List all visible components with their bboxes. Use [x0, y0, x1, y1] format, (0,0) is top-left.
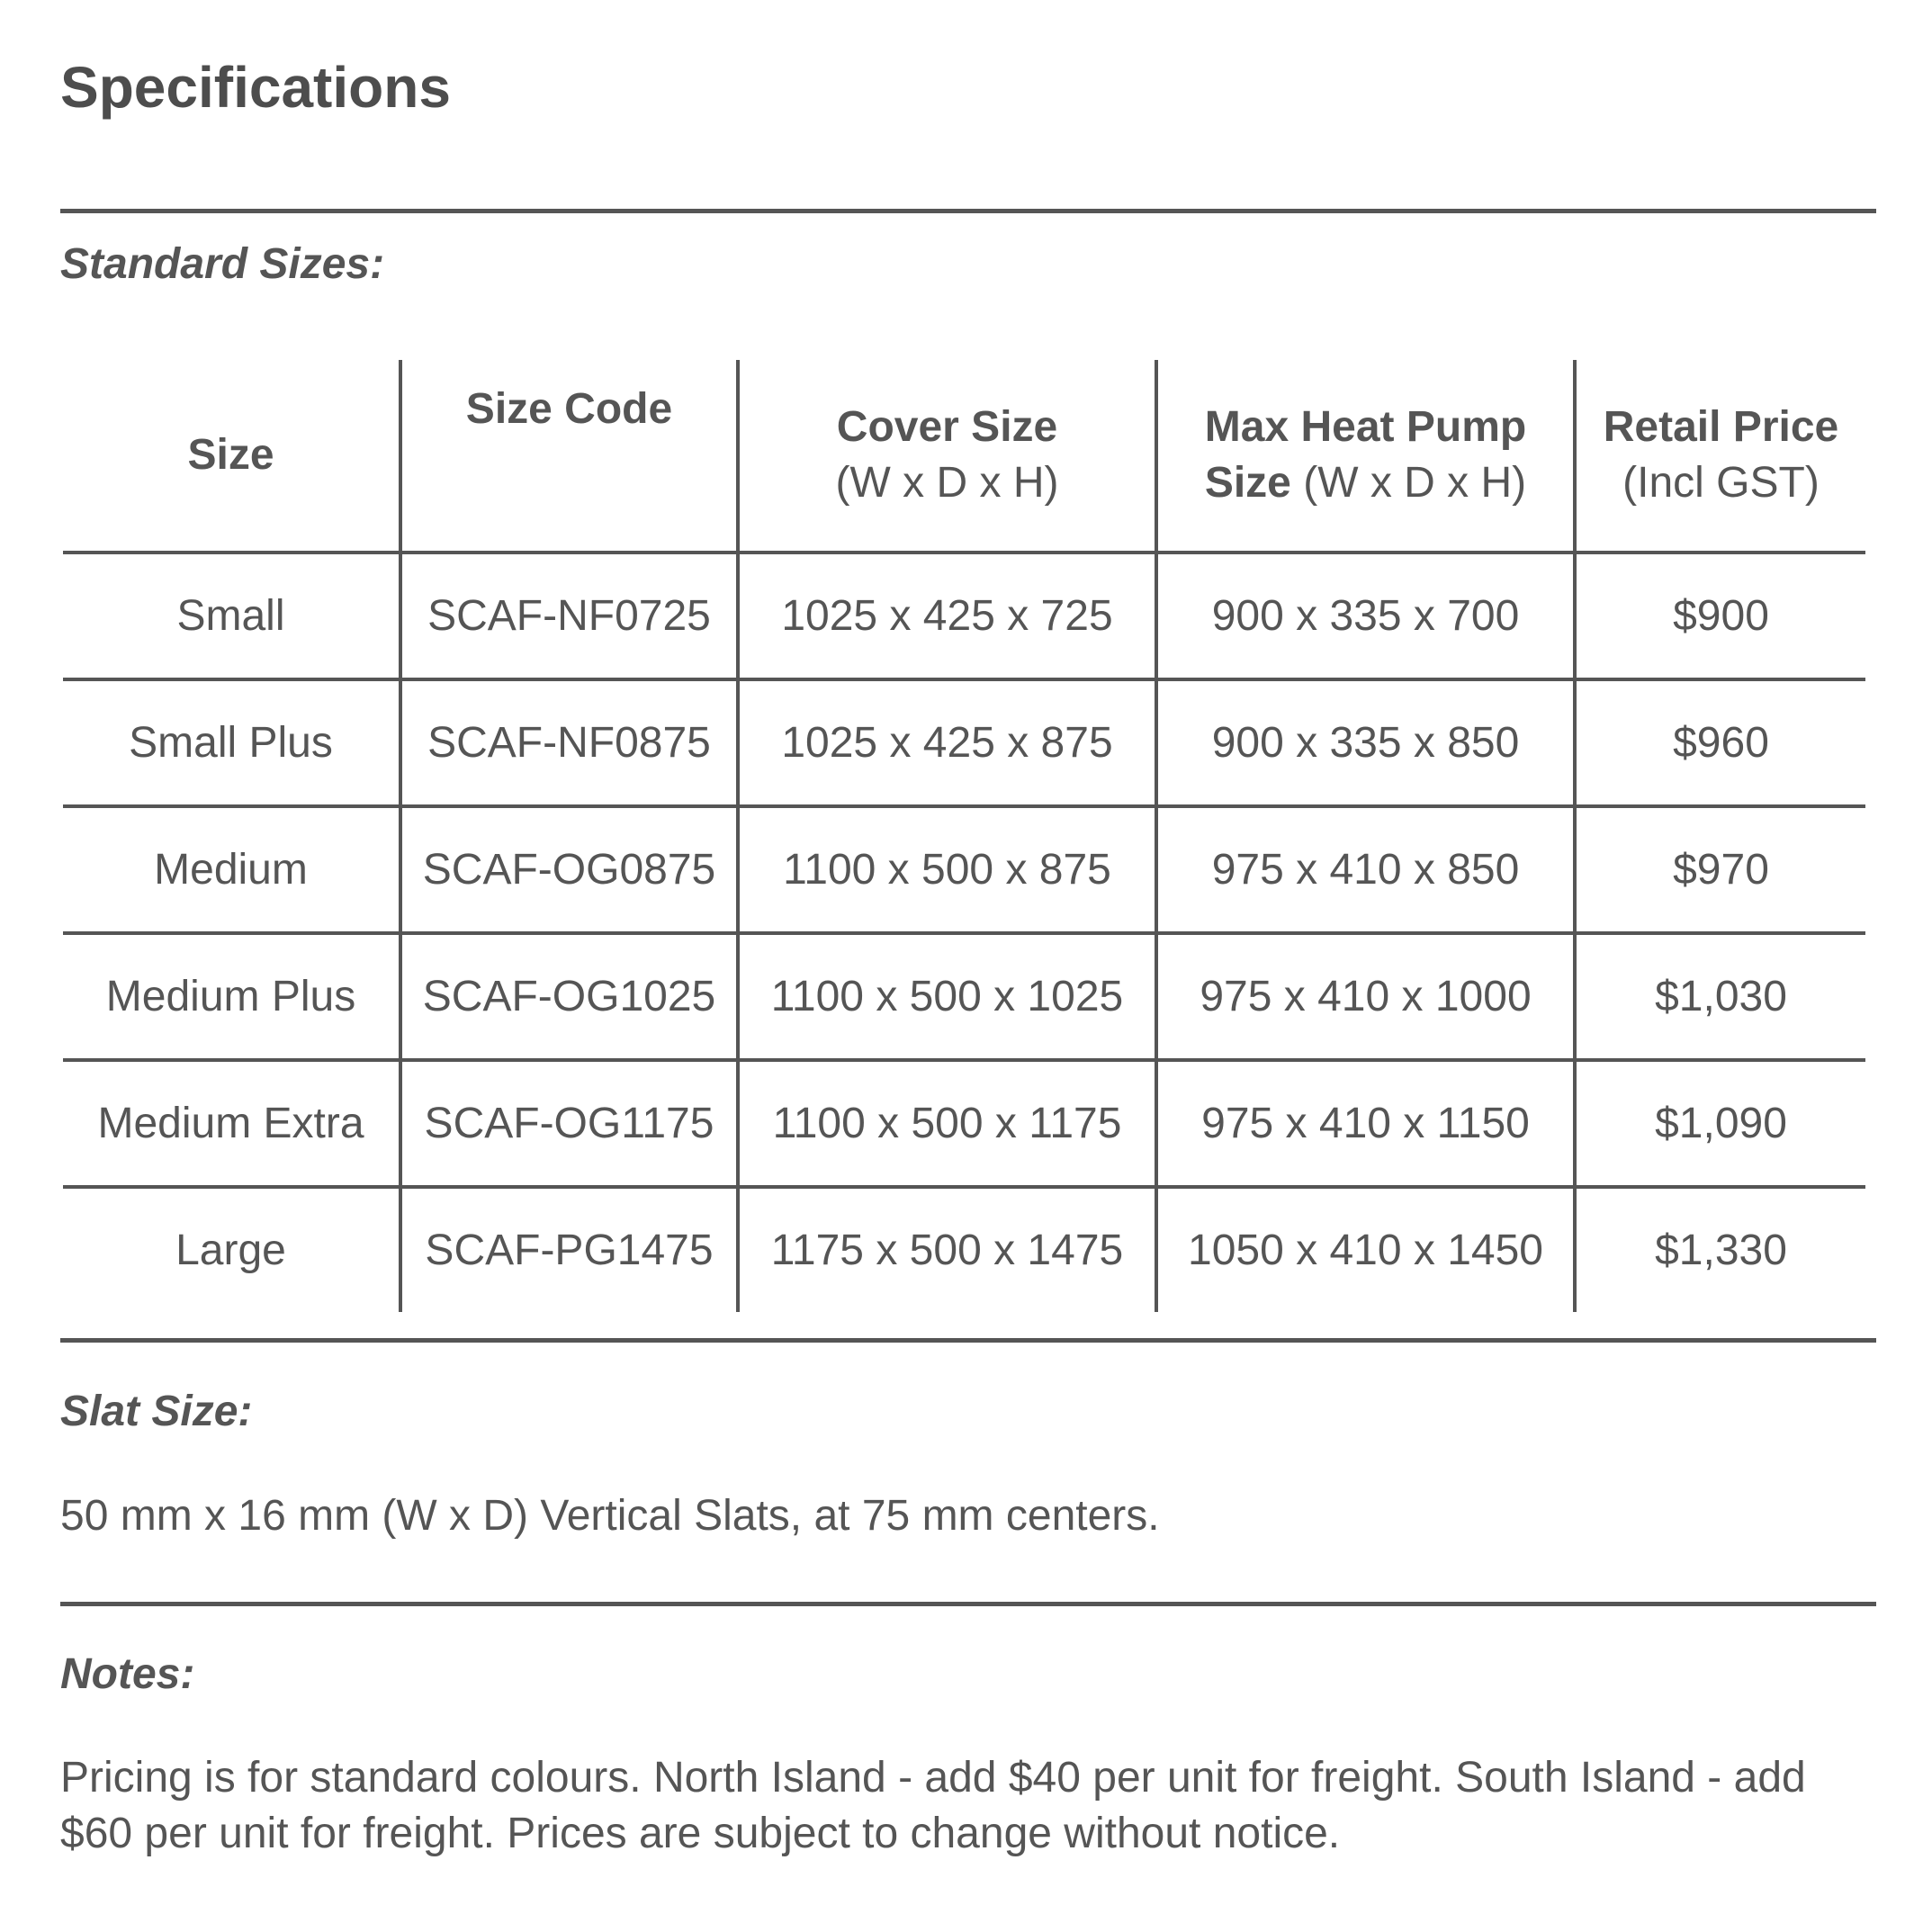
notes-text: Pricing is for standard colours. North Island - add $40 per unit for freight. South Island - add $60 per unit for freight. Prices are subject to change without notice.	[60, 1754, 1806, 1858]
cell-retail-price: $1,090	[1575, 1060, 1865, 1187]
cell-cover-size: 1025 x 425 x 875	[738, 679, 1156, 806]
standard-sizes-table	[63, 360, 1865, 1312]
cell-size: Small	[63, 553, 400, 679]
column-header-size-code: Size Code	[400, 360, 738, 553]
cell-size-code: SCAF-OG1175	[400, 1060, 738, 1187]
table-row	[63, 679, 1865, 806]
column-header-size: Size	[63, 360, 400, 553]
page-title: Specifications	[60, 55, 451, 120]
cell-max-heat-pump-size: 975 x 410 x 1000	[1156, 933, 1575, 1060]
table-header-row	[63, 360, 1865, 553]
cell-size-code: SCAF-NF0725	[400, 553, 738, 679]
cell-size: Large	[175, 1227, 286, 1274]
table-row	[63, 806, 1865, 933]
cell-size: Medium Plus	[63, 933, 400, 1060]
cell-size: Small Plus	[63, 679, 400, 806]
divider-top	[60, 209, 1876, 213]
cell-size: Medium	[63, 806, 400, 933]
divider-after-table	[60, 1338, 1876, 1343]
cell-size: Medium Extra	[63, 1060, 400, 1187]
cell-max-heat-pump-size: 975 x 410 x 1150	[1156, 1060, 1575, 1187]
table-row	[63, 1060, 1865, 1187]
cell-cover-size: 1175 x 500 x 1475	[738, 1187, 1156, 1312]
cell-cover-size: 1025 x 425 x 725	[738, 553, 1156, 679]
cell-retail-price: $1,330	[1575, 1187, 1865, 1312]
column-header-retail-price: Retail Price (Incl GST)	[1575, 360, 1865, 553]
cell-retail-price: $1,030	[1575, 933, 1865, 1060]
slat-size-label: Slat Size:	[60, 1388, 253, 1435]
cell-max-heat-pump-size: 975 x 410 x 850	[1156, 806, 1575, 933]
cell-cover-size: 1100 x 500 x 875	[738, 806, 1156, 933]
cell-retail-price: $900	[1575, 553, 1865, 679]
cell-retail-price: $960	[1575, 679, 1865, 806]
cell-max-heat-pump-size: 900 x 335 x 700	[1156, 553, 1575, 679]
cell-size-code: SCAF-OG0875	[400, 806, 738, 933]
cell-retail-price: $970	[1575, 806, 1865, 933]
notes-label: Notes:	[60, 1650, 195, 1698]
table-row	[63, 1187, 1865, 1312]
table-row	[63, 933, 1865, 1060]
cell-size-code: SCAF-NF0875	[400, 679, 738, 806]
cell-max-heat-pump-size: 1050 x 410 x 1450	[1156, 1187, 1575, 1312]
cell-cover-size: 1100 x 500 x 1025	[738, 933, 1156, 1060]
column-header-cover-size: Cover Size (W x D x H)	[738, 360, 1156, 553]
cell-size-code: SCAF-PG1475	[400, 1187, 738, 1312]
column-header-max-heat-pump-size: Max Heat Pump Size (W x D x H)	[1156, 360, 1575, 553]
slat-size-text: 50 mm x 16 mm (W x D) Vertical Slats, at 75 mm centers.	[60, 1492, 1160, 1540]
cell-size-code: SCAF-OG1025	[400, 933, 738, 1060]
table-row	[63, 553, 1865, 679]
cell-cover-size: 1100 x 500 x 1175	[738, 1060, 1156, 1187]
cell-max-heat-pump-size: 900 x 335 x 850	[1156, 679, 1575, 806]
standard-sizes-label: Standard Sizes:	[60, 240, 385, 288]
specifications-page	[60, 0, 1876, 1932]
divider-after-slat	[60, 1602, 1876, 1606]
